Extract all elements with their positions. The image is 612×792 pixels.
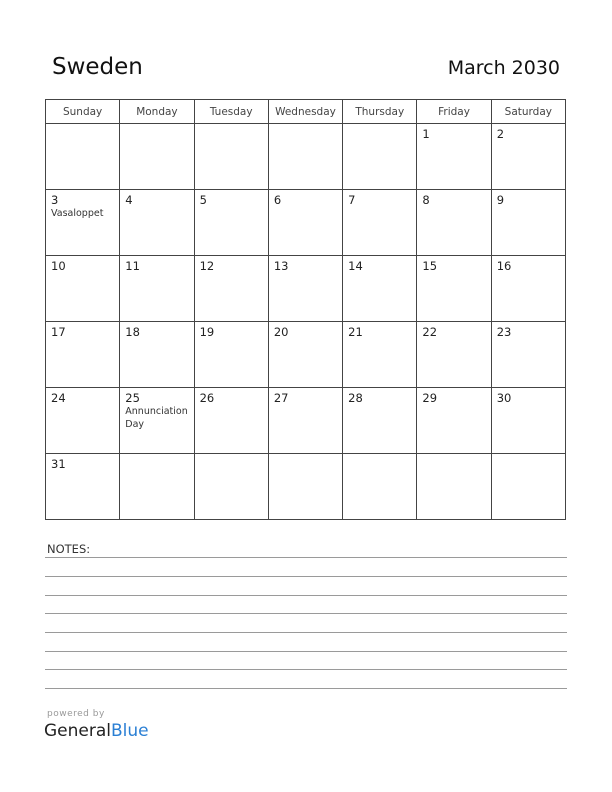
day-number: 14: [348, 259, 363, 273]
week-row: [46, 322, 566, 388]
day-cell: [194, 190, 268, 256]
day-number: 24: [51, 391, 66, 405]
day-cell: [491, 190, 565, 256]
day-cell: [491, 388, 565, 454]
day-cell: [268, 256, 342, 322]
day-number: 23: [496, 325, 512, 339]
day-number: 10: [51, 259, 66, 273]
weekday-tuesday: Tuesday: [194, 100, 268, 124]
day-cell: [491, 322, 565, 388]
day-cell: [268, 454, 342, 520]
note-line: [45, 669, 567, 670]
brand-logo[interactable]: [44, 721, 149, 741]
day-number: 5: [199, 193, 207, 207]
notes-label: NOTES:: [47, 542, 91, 556]
day-cell: [491, 124, 565, 190]
day-number: 31: [51, 457, 66, 471]
day-cell: [417, 190, 491, 256]
day-number: 4: [125, 193, 133, 207]
day-cell: [46, 256, 120, 322]
note-line: [45, 688, 567, 689]
weekday-thursday: Thursday: [343, 100, 417, 124]
day-cell: [46, 388, 120, 454]
day-cell: [417, 322, 491, 388]
brand-general: General: [44, 721, 111, 741]
day-cell: [194, 256, 268, 322]
day-cell: [120, 256, 194, 322]
day-number: 11: [125, 259, 140, 273]
day-cell: [268, 124, 342, 190]
day-number: 25: [125, 391, 140, 405]
note-line: [45, 595, 567, 596]
note-line: [45, 557, 567, 558]
day-cell: [46, 454, 120, 520]
day-cell: [343, 322, 417, 388]
weekday-wednesday: Wednesday: [268, 100, 342, 124]
day-cell: [343, 388, 417, 454]
day-cell: [46, 124, 120, 190]
day-cell: [343, 190, 417, 256]
calendar-grid: [45, 99, 566, 520]
day-cell: [120, 322, 194, 388]
day-number: 30: [496, 391, 512, 405]
day-cell: [194, 322, 268, 388]
day-cell: [194, 124, 268, 190]
day-number: 22: [422, 325, 438, 339]
country-title: Sweden: [52, 54, 143, 80]
day-cell: [46, 190, 120, 256]
day-number: 26: [199, 391, 215, 405]
week-row: [46, 454, 566, 520]
day-number: 19: [199, 325, 215, 339]
day-cell: [343, 454, 417, 520]
weekday-friday: Friday: [417, 100, 491, 124]
week-row: [46, 388, 566, 454]
day-cell: [194, 454, 268, 520]
day-number: 16: [496, 259, 512, 273]
day-number: 6: [273, 193, 282, 207]
weekday-saturday: Saturday: [491, 100, 565, 124]
powered-by-text: powered by: [47, 709, 105, 719]
day-cell: [46, 322, 120, 388]
day-number: 15: [422, 259, 438, 273]
brand-blue: Blue: [111, 721, 149, 741]
week-row: [46, 190, 566, 256]
note-line: [45, 613, 567, 614]
holiday-label: Annunciation Day: [125, 406, 188, 430]
day-cell: [268, 322, 342, 388]
month-title: March 2030: [447, 57, 560, 79]
day-cell: [194, 388, 268, 454]
day-cell: [120, 190, 194, 256]
weekday-sunday: Sunday: [46, 100, 120, 124]
day-cell: [417, 388, 491, 454]
day-cell: [120, 454, 194, 520]
day-number: 1: [422, 127, 430, 141]
day-cell: [343, 124, 417, 190]
day-number: 17: [51, 325, 66, 339]
day-number: 7: [348, 193, 356, 207]
day-cell: [120, 124, 194, 190]
day-number: 20: [273, 325, 289, 339]
day-number: 12: [199, 259, 215, 273]
day-cell: [417, 454, 491, 520]
week-row: [46, 124, 566, 190]
day-cell: [417, 124, 491, 190]
day-cell: [417, 256, 491, 322]
day-number: 28: [348, 391, 363, 405]
day-number: 18: [125, 325, 140, 339]
day-number: 8: [422, 193, 430, 207]
day-cell: [491, 256, 565, 322]
day-cell: [491, 454, 565, 520]
day-cell: [268, 190, 342, 256]
weekday-monday: Monday: [120, 100, 194, 124]
day-number: 9: [496, 193, 505, 207]
weekday-header-row: [46, 100, 566, 124]
day-number: 2: [496, 127, 505, 141]
day-number: 29: [422, 391, 438, 405]
day-cell: [268, 388, 342, 454]
day-number: 13: [273, 259, 289, 273]
note-line: [45, 576, 567, 577]
week-row: [46, 256, 566, 322]
calendar-body: [46, 124, 566, 520]
day-number: 27: [273, 391, 289, 405]
note-line: [45, 651, 567, 652]
day-number: 3: [51, 193, 59, 207]
day-number: 21: [348, 325, 363, 339]
holiday-label: Vasaloppet: [51, 208, 104, 219]
day-cell: [120, 388, 194, 454]
day-cell: [343, 256, 417, 322]
note-line: [45, 632, 567, 633]
